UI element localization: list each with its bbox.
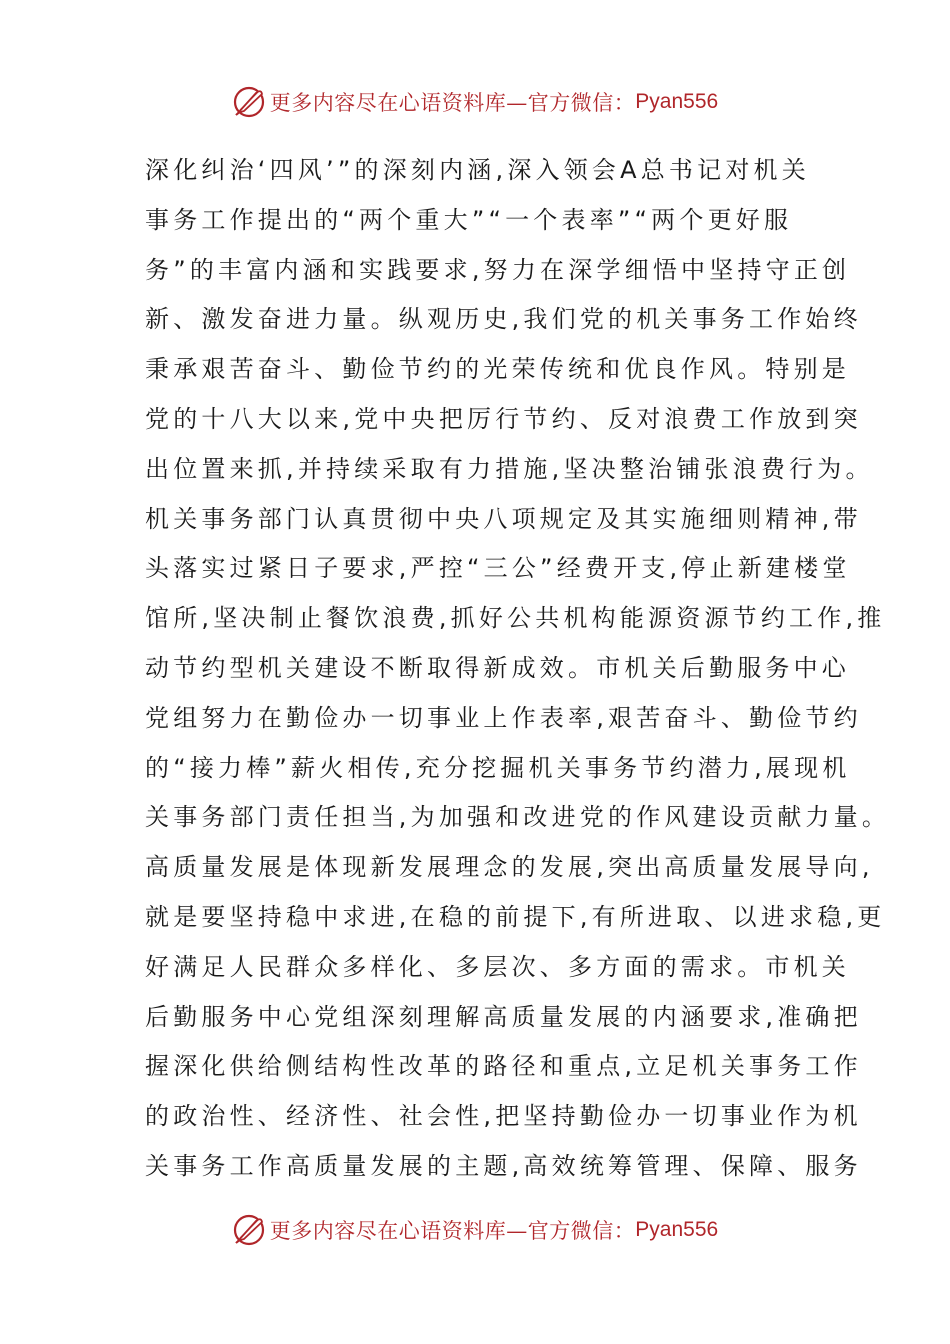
body-line: 的“接力棒”薪火相传,充分挖掘机关事务节约潜力,展现机 (145, 753, 851, 782)
footer-banner-text: 更多内容尽在心语资料库—官方微信： (269, 1219, 636, 1243)
body-line: 握深化供给侧结构性改革的路径和重点,立足机关事务工作 (145, 1052, 862, 1081)
body-line: 馆所,坚决制止餐饮浪费,抓好公共机构能源资源节约工作,推 (145, 604, 886, 633)
header-wechat-id: Pyan556 (635, 90, 719, 113)
body-line: 务”的丰富内涵和实践要求,努力在深学细悟中坚持守正创 (145, 255, 851, 284)
body-line: 机关事务部门认真贯彻中央八项规定及其实施细则精神,带 (145, 504, 862, 533)
body-line: 事务工作提出的“两个重大”“一个表率”“两个更好服 (145, 205, 793, 234)
body-line: 新、激发奋进力量。纵观历史,我们党的机关事务工作始终 (145, 305, 862, 334)
body-line: 党的十八大以来,党中央把厉行节约、反对浪费工作放到突 (145, 404, 862, 433)
body-line: 深化纠治‘四风’”的深刻内涵,深入领会A总书记对机关 (145, 156, 810, 184)
body-line: 关事务工作高质量发展的主题,高效统筹管理、保障、服务 (145, 1151, 862, 1180)
body-line: 关事务部门责任担当,为加强和改进党的作风建设贡献力量。 (145, 803, 891, 832)
body-line: 高质量发展是体现新发展理念的发展,突出高质量发展导向, (145, 853, 874, 882)
footer-banner (0, 1210, 950, 1250)
quill-logo-icon (232, 85, 266, 119)
body-line: 后勤服务中心党组深刻理解高质量发展的内涵要求,准确把 (145, 1002, 862, 1031)
body-line: 头落实过紧日子要求,严控“三公”经费开支,停止新建楼堂 (145, 554, 851, 583)
body-line: 出位置来抓,并持续采取有力措施,坚决整治铺张浪费行为。 (145, 454, 874, 483)
body-line: 秉承艰苦奋斗、勤俭节约的光荣传统和优良作风。特别是 (145, 355, 850, 384)
body-line: 动节约型机关建设不断取得新成效。市机关后勤服务中心 (145, 653, 850, 682)
header-banner (0, 82, 950, 122)
document-body (145, 146, 891, 1192)
body-line: 好满足人民群众多样化、多层次、多方面的需求。市机关 (145, 952, 850, 981)
body-line: 就是要坚持稳中求进,在稳的前提下,有所进取、以进求稳,更 (145, 902, 886, 931)
quill-logo-icon (232, 1213, 266, 1247)
footer-wechat-id: Pyan556 (635, 1218, 719, 1241)
body-line: 党组努力在勤俭办一切事业上作表率,艰苦奋斗、勤俭节约 (145, 703, 862, 732)
body-line: 的政治性、经济性、社会性,把坚持勤俭办一切事业作为机 (145, 1102, 862, 1131)
header-banner-text: 更多内容尽在心语资料库—官方微信： (269, 91, 636, 115)
